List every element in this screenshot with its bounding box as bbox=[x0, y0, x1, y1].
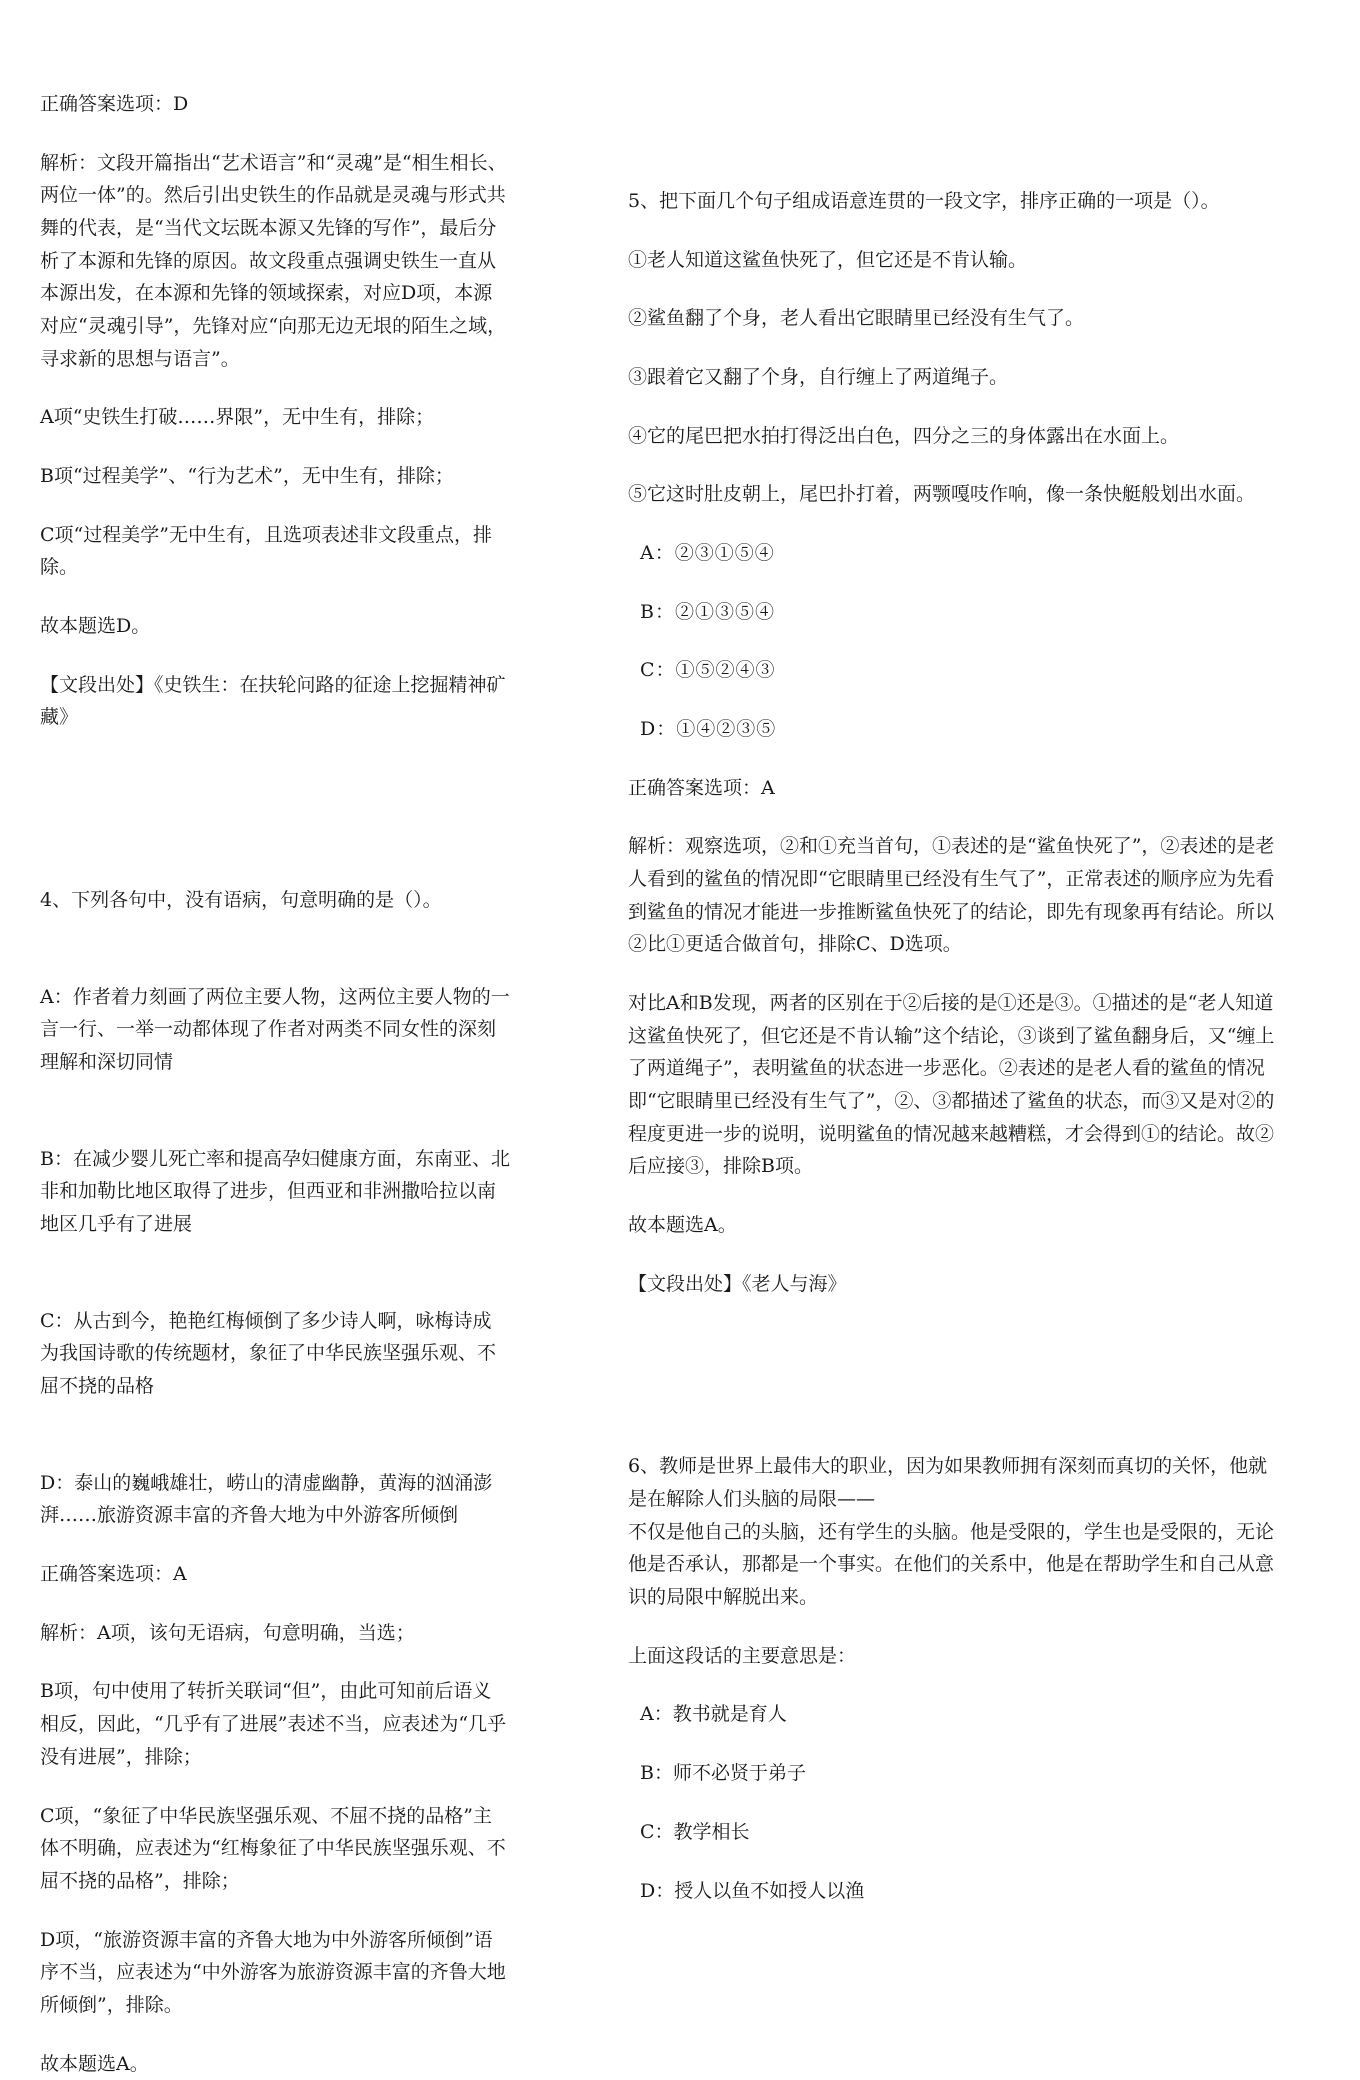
q4-option-d: D：泰山的巍峨雄壮，崂山的清虚幽静，黄海的汹涌澎湃……旅游资源丰富的齐鲁大地为中外游客所倾倒 bbox=[40, 1471, 493, 1527]
q3-source: 【文段出处】《史铁生：在扶轮问路的征途上挖掘精神矿藏》 bbox=[40, 673, 506, 729]
q5-sentence-2: ②鲨鱼翻了个身，老人看出它眼睛里已经没有生气了。 bbox=[628, 307, 1085, 330]
q6-option-b: B：师不必贤于弟子 bbox=[640, 1762, 806, 1785]
q4-conclusion: 故本题选A。 bbox=[40, 2052, 149, 2075]
q3-conclusion: 故本题选D。 bbox=[40, 615, 151, 638]
q5-analysis-2: 对比A和B发现，两者的区别在于②后接的是①还是③。①描述的是“老人知道这鲨鱼快死了，但它还是不肯认输”这个结论，③谈到了鲨鱼翻身后，又“缠上了两道绳子”，表明鲨鱼的状态进一步恶化。②表述的是老人看的鲨鱼的情况即“它眼睛里已经没有生气了”，②、③都描述了鲨鱼的状态，而③又是对②的程度更进一步的说明，说明鲨鱼的情况越来越糟糕，才会得到①的结论。故②后应接③，排除B项。 bbox=[628, 992, 1275, 1178]
q6-option-a: A：教书就是育人 bbox=[640, 1703, 787, 1726]
q5-option-a: A：②③①⑤④ bbox=[640, 542, 775, 565]
q6-stem-line-2: 不仅是他自己的头脑，还有学生的头脑。他是受限的，学生也是受限的，无论他是否承认，那都是一个事实。在他们的关系中，他是在帮助学生和自己从意识的局限中解脱出来。 bbox=[628, 1520, 1275, 1609]
q4-analysis-a: 解析：A项，该句无语病，句意明确，当选； bbox=[40, 1621, 415, 1644]
q4-option-b: B：在减少婴儿死亡率和提高孕妇健康方面，东南亚、北非和加勒比地区取得了进步，但西亚和非洲撒哈拉以南地区几乎有了进展 bbox=[40, 1147, 510, 1236]
q6-stem-line-1: 6、教师是世界上最伟大的职业，因为如果教师拥有深刻而真切的关怀，他就是在解除人们头脑的局限—— bbox=[628, 1455, 1268, 1511]
q5-sentence-3: ③跟着它又翻了个身，自行缠上了两道绳子。 bbox=[628, 366, 1009, 389]
q5-option-d: D：①④②③⑤ bbox=[640, 718, 777, 741]
q3-analysis-b: B项“过程美学”、“行为艺术”，无中生有，排除； bbox=[40, 465, 454, 488]
q3-analysis-c: C项“过程美学”无中生有，且选项表述非文段重点，排除。 bbox=[40, 523, 492, 579]
q4-analysis-c: C项，“象征了中华民族坚强乐观、不屈不挠的品格”主体不明确，应表述为“红梅象征了中华民族坚强乐观、不屈不挠的品格”，排除； bbox=[40, 1804, 506, 1892]
q5-answer: 正确答案选项：A bbox=[628, 776, 775, 799]
q5-conclusion: 故本题选A。 bbox=[628, 1214, 737, 1237]
q5-option-b: B：②①③⑤④ bbox=[640, 600, 775, 623]
q5-sentence-4: ④它的尾巴把水拍打得泛出白色，四分之三的身体露出在水面上。 bbox=[628, 424, 1180, 447]
q5-stem: 5、把下面几个句子组成语意连贯的一段文字，排序正确的一项是（）。 bbox=[628, 190, 1220, 212]
q3-analysis: 解析：文段开篇指出“艺术语言”和“灵魂”是“相生相长、两位一体”的。然后引出史铁生的作品就是灵魂与形式共舞的代表，是“当代文坛既本源又先锋的写作”，最后分析了本源和先锋的原因。故文段重点强调史铁生一直从本源出发，在本源和先锋的领域探索，对应D项，本源对应“灵魂引导”，先锋对应“向那无边无垠的陌生之域，寻求新的思想与语言”。 bbox=[40, 151, 507, 370]
q3-analysis-a: A项“史铁生打破……界限”，无中生有，排除； bbox=[40, 406, 435, 429]
q6-question: 上面这段话的主要意思是： bbox=[628, 1644, 857, 1667]
q6-option-c: C：教学相长 bbox=[640, 1820, 750, 1843]
right-column bbox=[628, 0, 1278, 1907]
q6-option-d: D：授人以鱼不如授人以渔 bbox=[640, 1879, 865, 1902]
q4-option-a: A：作者着力刻画了两位主要人物，这两位主要人物的一言一行、一举一动都体现了作者对两类不同女性的深刻理解和深切同情 bbox=[40, 985, 510, 1074]
q5-sentence-1: ①老人知道这鲨鱼快死了，但它还是不肯认输。 bbox=[628, 248, 1028, 271]
left-column bbox=[40, 0, 510, 2080]
q5-option-c: C：①⑤②④③ bbox=[640, 659, 776, 682]
q4-answer: 正确答案选项：A bbox=[40, 1563, 187, 1586]
q4-stem: 4、下列各句中，没有语病，句意明确的是（）。 bbox=[40, 889, 442, 912]
q5-source: 【文段出处】《老人与海》 bbox=[628, 1272, 847, 1295]
q4-analysis-d: D项，“旅游资源丰富的齐鲁大地为中外游客所倾倒”语序不当，应表述为“中外游客为旅游资源丰富的齐鲁大地所倾倒”，排除。 bbox=[40, 1928, 506, 2016]
q4-option-c: C：从古到今，艳艳红梅倾倒了多少诗人啊，咏梅诗成为我国诗歌的传统题材，象征了中华民族坚强乐观、不屈不挠的品格 bbox=[40, 1309, 497, 1398]
q3-answer: 正确答案选项：D bbox=[40, 93, 189, 115]
q4-analysis-b: B项，句中使用了转折关联词“但”，由此可知前后语义相反，因此，“几乎有了进展”表述不当，应表述为“几乎没有进展”，排除； bbox=[40, 1680, 507, 1768]
q5-analysis-1: 解析：观察选项，②和①充当首句，①表述的是“鲨鱼快死了”，②表述的是老人看到的鲨鱼的情况即“它眼睛里已经没有生气了”，正常表述的顺序应为先看到鲨鱼的情况才能进一步推断鲨鱼快死了的结论，即先有现象再有结论。所以②比①更适合做首句，排除C、D选项。 bbox=[628, 835, 1275, 956]
q5-sentence-5: ⑤它这时肚皮朝上，尾巴扑打着，两颚嘎吱作响，像一条快艇般划出水面。 bbox=[628, 483, 1256, 506]
